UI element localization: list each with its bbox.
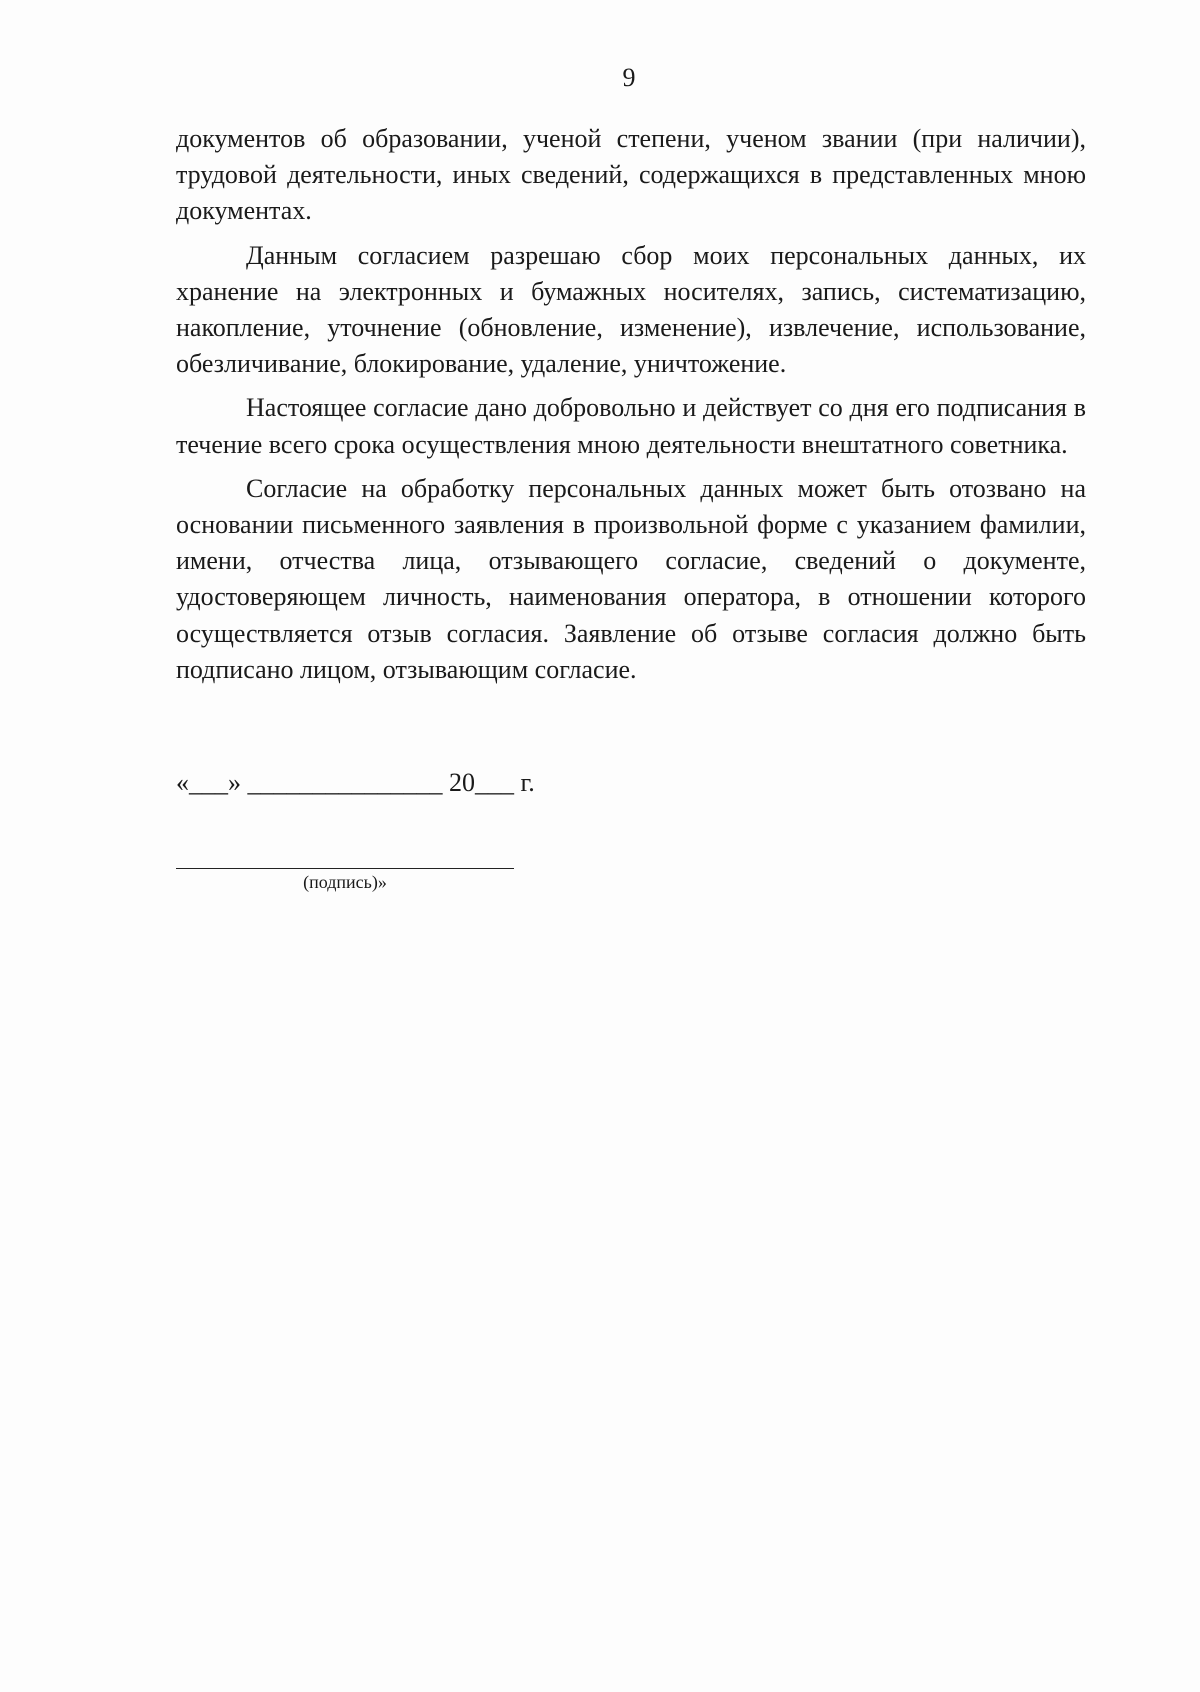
document-body	[176, 121, 1086, 688]
paragraph-continuation: документов об образовании, ученой степени, ученом звании (при наличии), трудовой деятельности, иных сведений, содержащихся в представленных мною документах.	[176, 124, 1086, 226]
paragraph-consent-revocation: Согласие на обработку персональных данных может быть отозвано на основании письменного заявления в произвольной форме с указанием фамилии, имени, отчества лица, отзывающего согласие, сведений о документе, удостоверяющем личность, наименования оператора, в отношении которого осуществляется отзыв согласия. Заявление об отзыве согласия должно быть подписано лицом, отзывающим согласие.	[176, 473, 1086, 684]
page-number: 9	[622, 63, 636, 92]
date-line: «___» _______________ 20___ г.	[176, 768, 535, 797]
paragraph-consent-term: Настоящее согласие дано добровольно и действует со дня его подписания в течение всего срока осуществления мною деятельности внештатного советника.	[176, 393, 1086, 459]
signature-caption: (подпись)»	[303, 872, 387, 892]
paragraph-consent-scope: Данным согласием разрешаю сбор моих персональных данных, их хранение на электронных и бумажных носителях, запись, систематизацию, накопление, уточнение (обновление, изменение), извлечение, использование, обезличивание, блокирование, удаление, уничтожение.	[176, 240, 1086, 379]
signature-line	[176, 868, 514, 869]
